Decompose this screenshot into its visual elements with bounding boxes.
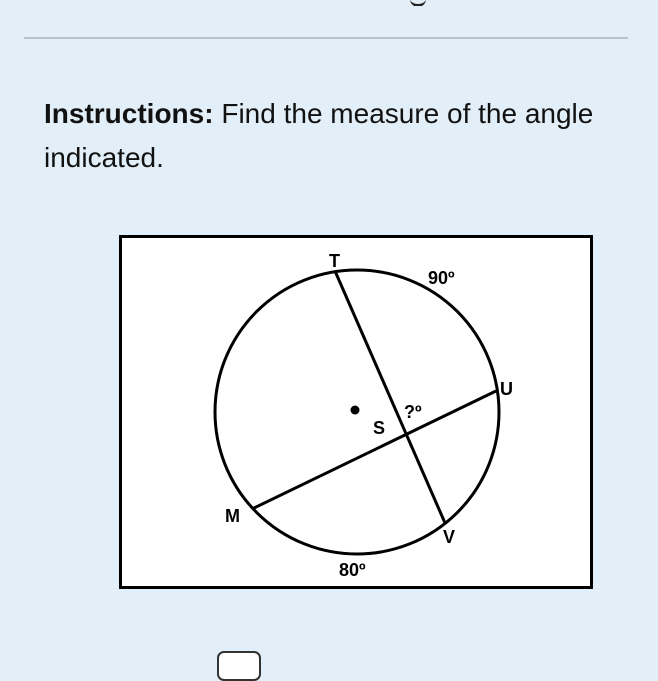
chord-tv [335, 271, 445, 523]
point-label-t: T [329, 251, 340, 271]
section-divider [24, 37, 628, 39]
point-label-m: M [225, 506, 240, 526]
arc-label-mv: 80º [339, 560, 366, 580]
point-label-s: S [373, 418, 386, 438]
point-label-v: V [443, 527, 456, 547]
truncated-heading-glyph [410, 0, 426, 6]
point-label-u: U [500, 379, 513, 399]
unknown-angle-label: ?º [404, 402, 422, 422]
chord-mu [254, 391, 496, 508]
center-dot [351, 406, 360, 415]
previous-heading-edge [0, 0, 658, 6]
answer-button[interactable] [217, 651, 261, 681]
instructions-text [44, 92, 624, 180]
instructions-body: Find the measure of the angle indicated. [44, 98, 594, 173]
instructions-label: Instructions: [44, 98, 214, 129]
circle-diagram [119, 235, 593, 589]
geometry-figure [119, 235, 593, 589]
arc-label-tu: 90º [428, 268, 455, 288]
